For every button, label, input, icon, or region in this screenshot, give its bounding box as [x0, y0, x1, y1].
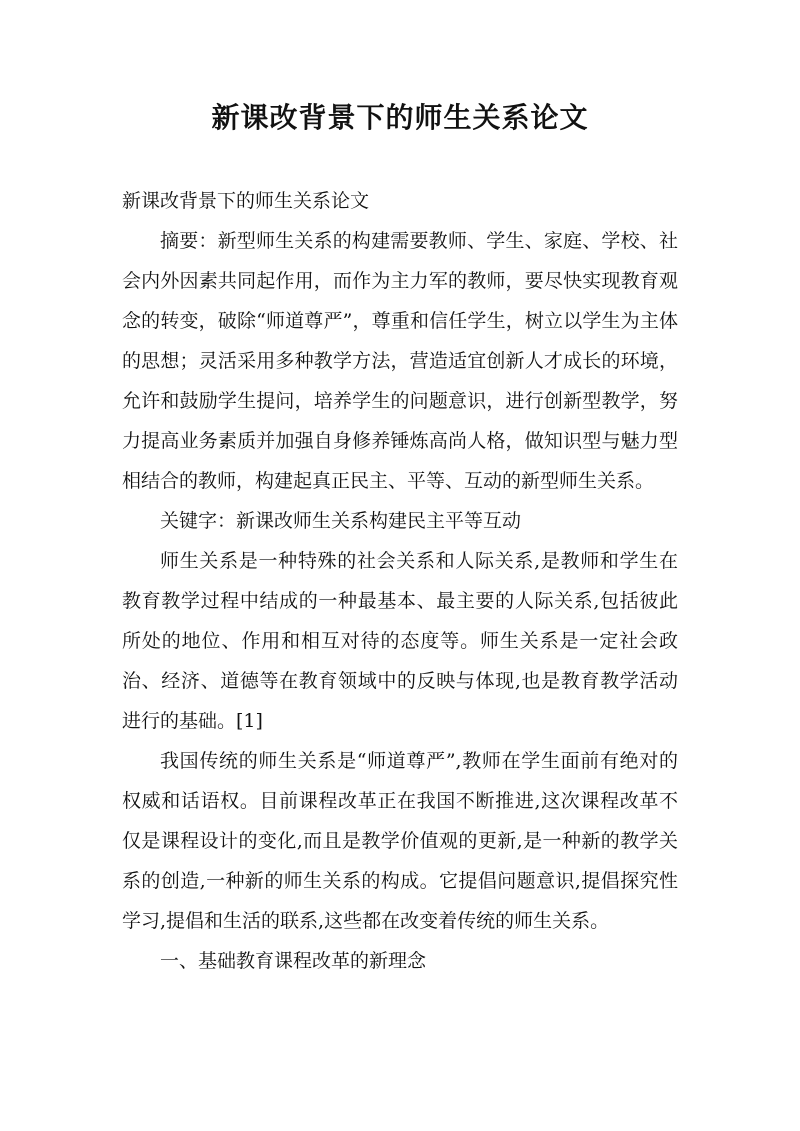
document-title: 新课改背景下的师生关系论文 [211, 101, 589, 134]
body-paragraph: 我国传统的师生关系是“师道尊严”,教师在学生面前有绝对的权威和话语权。目前课程改革正在我国不断推进,这次课程改革不仅是课程设计的变化,而且是教学价值观的更新,是一种新的教学关系的创造,一种新的师生关系的构成。它提倡问题意识,提倡探究性学习,提倡和生活的联系,这些都在改变着传统的师生关系。 [122, 750, 678, 932]
section-heading: 一、基础教育课程改革的新理念 [160, 950, 427, 972]
body-paragraph: 师生关系是一种特殊的社会关系和人际关系,是教师和学生在教育教学过程中结成的一种最基本、最主要的人际关系,包括彼此所处的地位、作用和相互对待的态度等。师生关系是一定社会政治、经济、道德等在教育领域中的反映与体现,也是教育教学活动进行的基础。[1] [122, 550, 678, 732]
keywords-paragraph: 关键字：新课改师生关系构建民主平等互动 [160, 510, 522, 532]
document-body [122, 181, 678, 981]
document-subtitle: 新课改背景下的师生关系论文 [122, 190, 370, 212]
abstract-paragraph: 摘要：新型师生关系的构建需要教师、学生、家庭、学校、社会内外因素共同起作用，而作为主力军的教师，要尽快实现教育观念的转变，破除“师道尊严”，尊重和信任学生，树立以学生为主体的思想；灵活采用多种教学方法，营造适宜创新人才成长的环境，允许和鼓励学生提问，培养学生的问题意识，进行创新型教学，努力提高业务素质并加强自身修养锤炼高尚人格，做知识型与魅力型相结合的教师，构建起真正民主、平等、互动的新型师生关系。 [122, 230, 678, 492]
